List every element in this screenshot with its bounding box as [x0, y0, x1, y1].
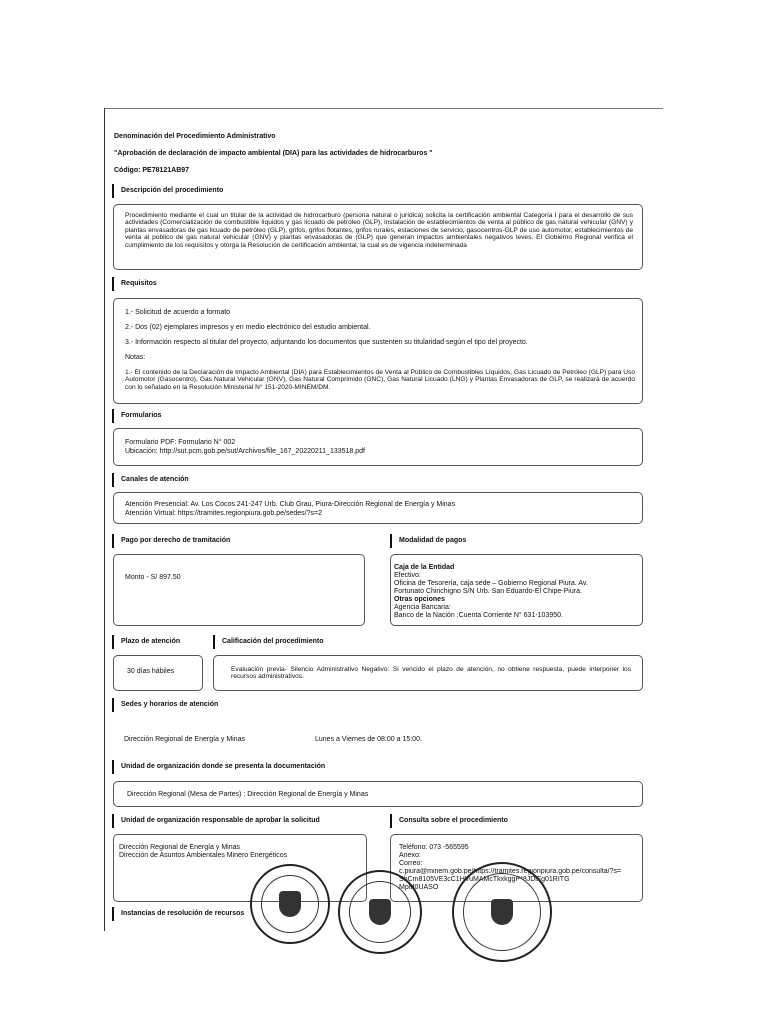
approval-unit-line: Dirección de Asuntos Ambientales Minero Energéticos: [119, 852, 288, 859]
procedure-title: "Aprobación de declaración de impacto ambiental (DIA) para las actividades de hidrocarburos ": [114, 150, 433, 157]
channel-presential: Atención Presencial: Av. Los Cocos 241-247 Urb. Club Grau, Piura-Dirección Regional de Energía y Minas: [125, 501, 456, 508]
modality-line: Efectivo:: [394, 572, 421, 579]
payment-header: Pago por derecho de tramitación: [112, 537, 230, 544]
submission-unit-box: [113, 781, 643, 807]
form-name: Formulario PDF: Formulario N° 002: [125, 439, 236, 446]
qualification-text: Evaluación previa- Silencio Administrativo Negativo: Si vencido el plazo de atención, no obtiene respuesta, puede interponer los recursos administrativos.: [231, 666, 631, 681]
official-seal-stamp: [338, 870, 422, 954]
inquiry-mail-line: MpM0UASO: [399, 884, 439, 891]
submission-unit-header: Unidad de organización donde se presenta la documentación: [112, 763, 325, 770]
inquiry-annex: Anexo:: [399, 852, 421, 859]
inquiry-mail-line: ShCm8105VE3cC1HVuMAMcTkxkggP*8JDiFg01RITG: [399, 876, 570, 883]
official-seal-stamp: [250, 864, 330, 944]
description-header: Descripción del procedimiento: [112, 187, 223, 194]
procedure-code: Código: PE78121AB97: [114, 167, 190, 174]
appeals-header: Instancias de resolución de recursos: [112, 910, 244, 917]
denomination-label: Denominación del Procedimiento Administrativo: [114, 133, 276, 140]
forms-box: [113, 428, 643, 466]
venue-place: Dirección Regional de Energía y Minas: [124, 736, 246, 743]
venues-header: Sedes y horarios de atención: [112, 701, 218, 708]
inquiries-header: Consulta sobre el procedimiento: [390, 817, 508, 824]
channels-box: [113, 492, 643, 524]
requirements-header: Requisitos: [112, 280, 157, 287]
term-header: Plazo de atención: [112, 638, 180, 645]
modality-line: Banco de la Nación :Cuenta Corriente N° 631-103950.: [394, 612, 563, 619]
submission-unit-text: Dirección Regional (Mesa de Partes) : Dirección Regional de Energía y Minas: [127, 791, 369, 798]
inquiry-phone: Teléfono: 073 -565595: [399, 844, 469, 851]
requirements-box: [113, 298, 643, 404]
inquiry-mail-label: Correo:: [399, 860, 423, 867]
official-seal-stamp: [452, 862, 552, 962]
term-box: [113, 655, 203, 691]
requirement-item: 3.- Información respecto al titular del proyecto, adjuntando los documentos que sustenten su titularidad según el tipo del proyecto.: [125, 339, 528, 346]
channel-virtual-link[interactable]: Atención Virtual: https://tramites.regionpiura.gob.pe/sedes/?s=2: [125, 510, 322, 517]
venue-hours: Lunes a Viernes de 08:00 a 15:00.: [315, 736, 422, 743]
term-value: 30 días hábiles: [127, 668, 175, 675]
form-location-link[interactable]: Ubicación: http://sut.pcm.gob.pe/sut/Archivos/file_167_20220211_133518.pdf: [125, 448, 365, 455]
channels-header: Canales de atención: [112, 476, 189, 483]
qualification-header: Calificación del procedimiento: [213, 638, 324, 645]
forms-header: Formularios: [112, 412, 161, 419]
modality-line: Fortunato Chirichigno S/N Urb. San Eduardo-El Chipe-Piura.: [394, 588, 582, 595]
qualification-box: [213, 655, 643, 691]
modality-line: Caja de la Entidad: [394, 564, 455, 571]
inquiry-mail-link[interactable]: c.piura@minem.gob.pe/https://tramites.regionpiura.gob.pe/consulta/?s=: [399, 868, 622, 875]
payment-amount: Monto - S/ 897.50: [125, 574, 181, 581]
modality-line: Otras opciones: [394, 596, 445, 603]
description-text: Procedimiento mediante el cual un titular de la actividad de hidrocarburo (persona natural o jurídica) solicita la certificación ambiental Categoría I para el desarrollo de sus actividades (Comercialización de combustible líquidos y gas licuado de petróleo (GLP), instalación de establecimientos de venta al público de gas natural vehicular (GNV) y plantas envasadoras de gas licuado de petróleo (GLP), grifos, grifos flotantes, grifos rurales, estaciones de servicio, gasocentros-GLP de uso automotor, establecimientos de venta al público de gas natural vehicular (GNV) y plantas envasadoras de (GLP) que generan impactos ambientales negativos leves. El Gobierno Regional verifica el cumplimiento de los requisitos y otorga la Resolución de certificación ambiental, la cual es de vigencia indeterminada: [125, 212, 633, 249]
payment-box: [113, 554, 365, 626]
notes-label: Notas:: [125, 354, 146, 361]
requirement-item: 2.- Dos (02) ejemplares impresos y en medio electrónico del estudio ambiental.: [125, 324, 371, 331]
modality-line: Oficina de Tesorería, caja sede – Gobierno Regional Piura. Av.: [394, 580, 588, 587]
payment-modality-box: [390, 554, 643, 626]
modality-line: Agencia Bancaria:: [394, 604, 451, 611]
requirement-item: 1.- Solicitud de acuerdo a formato: [125, 309, 231, 316]
approval-unit-header: Unidad de organización responsable de aprobar la solicitud: [112, 817, 320, 824]
requirements-note: 1.- El contenido de la Declaración de Impacto Ambiental (DIA) para Establecimientos de Venta al Público de Combustibles Líquidos, Gas Licuado de Petróleo (GLP) para Uso Automotor (Gasocentro), Gas Natural Vehicular (GNV), Gas Natural Comprimido (GNC), Gas Natural Licuado (LNG) y Plantas Envasadoras de GLP, se realizará de acuerdo con lo señalado en la Resolución Ministerial N° 151-2020-MINEM/DM.: [125, 369, 635, 391]
description-box: [113, 204, 643, 270]
approval-unit-line: Dirección Regional de Energía y Minas: [119, 844, 241, 851]
approval-unit-box: [113, 834, 367, 902]
payment-modality-header: Modalidad de pagos: [390, 537, 466, 544]
